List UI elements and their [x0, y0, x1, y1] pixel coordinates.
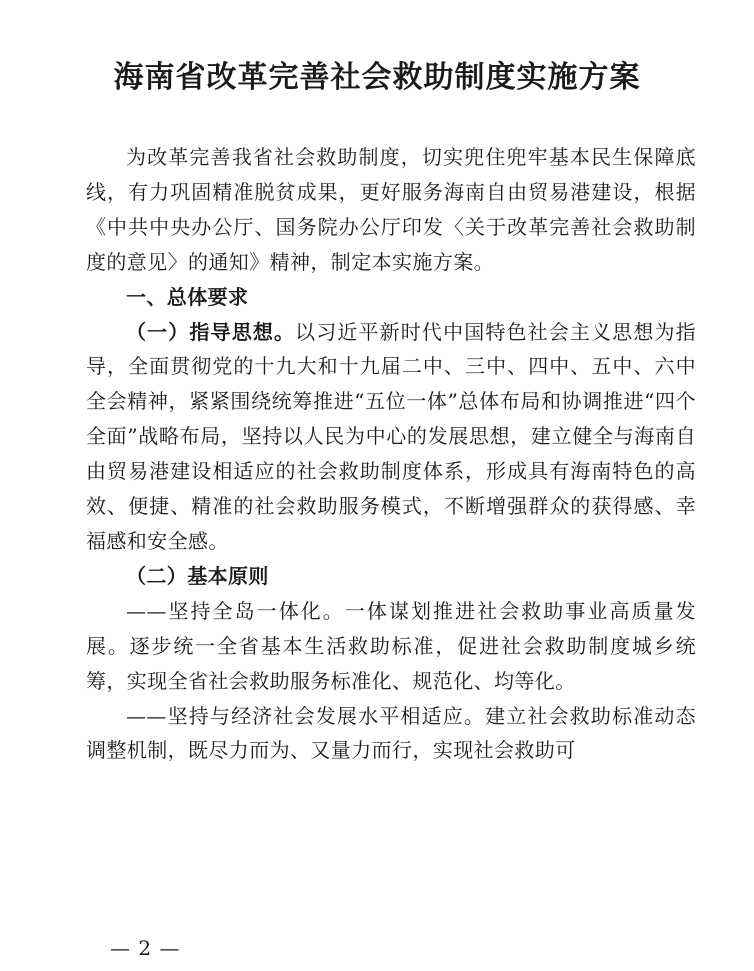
intro-paragraph: 为改革完善我省社会救助制度，切实兜住兜牢基本民生保障底线，有力巩固精准脱贫成果，更好服务海南自由贸易港建设，根据《中共中央办公厅、国务院办公厅印发〈关于改革完善社会救助制度的意见〉的通知》精神，制定本实施方案。 — [86, 145, 696, 274]
guiding-ideology-label: （一）指导思想。 — [126, 319, 296, 344]
basic-principles-heading: （二）基本原则 — [126, 563, 269, 588]
principle-island-integration: ——坚持全岛一体化。一体谋划推进社会救助事业高质量发展。逐步统一全省基本生活救助标准，促进社会救助制度城乡统筹，实现全省社会救助服务标准化、规范化、均等化。 — [86, 598, 696, 693]
document-title: 海南省改革完善社会救助制度实施方案 — [113, 60, 641, 95]
principle-economic-adaptation: ——坚持与经济社会发展水平相适应。建立社会救助标准动态调整机制，既尽力而为、又量力而行，实现社会救助可 — [86, 703, 696, 763]
page-number: — 2 — — [110, 936, 181, 960]
guiding-ideology-paragraph — [86, 315, 696, 559]
document-body — [86, 140, 696, 768]
section-heading-overall-requirements: 一、总体要求 — [126, 284, 249, 309]
guiding-ideology-text: 以习近平新时代中国特色社会主义思想为指导，全面贯彻党的十九大和十九届二中、三中、四中、五中、六中全会精神，紧紧围绕统筹推进“五位一体”总体布局和协调推进“四个全面”战略布局，坚持以人民为中心的发展思想，建立健全与海南自由贸易港建设相适应的社会救助制度体系，形成具有海南特色的高效、便捷、精准的社会救助服务模式，不断增强群众的获得感、幸福感和安全感。 — [86, 319, 696, 553]
